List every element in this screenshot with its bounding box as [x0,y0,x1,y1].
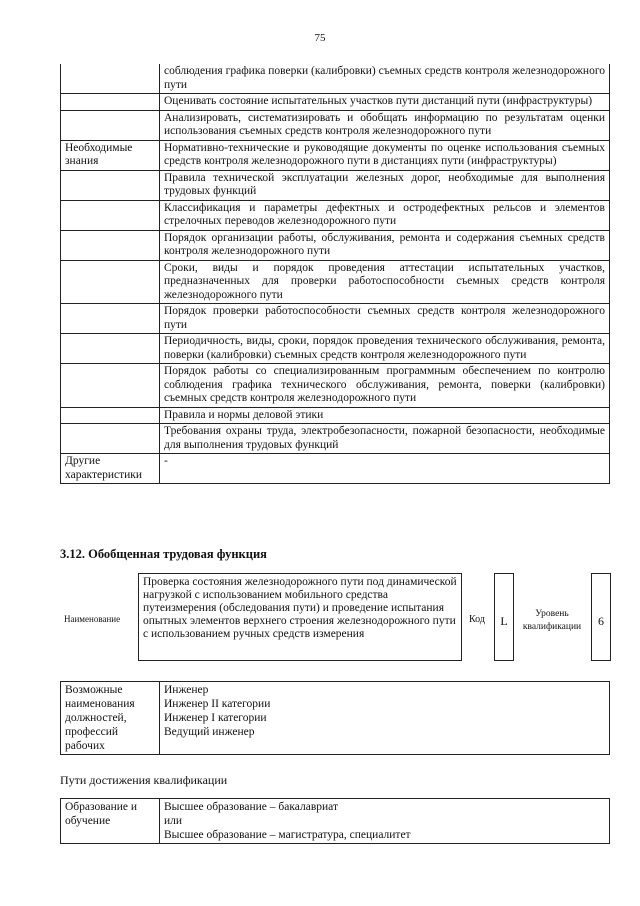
education-table [60,798,610,844]
table-row [61,140,610,170]
table-row [61,64,610,94]
row-label [61,407,160,424]
education-values [160,799,610,844]
row-label [61,334,160,364]
row-label [61,260,160,304]
table-row [61,94,610,111]
position-item: Инженер II категории [164,698,271,710]
row-label [61,200,160,230]
row-label [61,364,160,408]
row-text: Сроки, виды и порядок проведения аттестации испытательных участков, предназначенных для проверки работоспособности съемных средств контроля железнодорожного пути [160,260,610,304]
row-label [61,304,160,334]
row-text: Анализировать, систематизировать и обобщать информацию по результатам оценки использования съемных средств контроля железнодорожного пути [160,110,610,140]
row-text: Периодичность, виды, сроки, порядок проведения технического обслуживания, ремонта, поверки (калибровки) съемных средств контроля железнодорожного пути [160,334,610,364]
row-text: соблюдения графика поверки (калибровки) съемных средств контроля железнодорожного пути [160,64,610,94]
section-title: 3.12. Обобщенная трудовая функция [60,547,267,561]
row-label [61,94,160,111]
row-label [61,424,160,454]
row-text: Правила и нормы деловой этики [160,407,610,424]
position-item: Инженер [164,684,209,696]
row-label [61,110,160,140]
education-item: или [164,815,183,827]
education-item: Высшее образование – магистратура, специалитет [164,829,411,841]
position-item: Ведущий инженер [164,726,255,738]
level-value-box: 6 [591,573,611,661]
table-row [61,304,610,334]
education-item: Высшее образование – бакалавриат [164,801,338,813]
positions-label: Возможные наименования должностей, профессий рабочих [61,682,160,755]
table-row [61,364,610,408]
position-item: Инженер I категории [164,712,267,724]
code-value-box: L [494,573,514,661]
positions-table [60,681,610,755]
knowledge-table [60,64,610,484]
table-row [61,334,610,364]
page-number: 75 [314,32,326,44]
row-text: Классификация и параметры дефектных и остродефектных рельсов и элементов стрелочных переводов железнодорожного пути [160,200,610,230]
row-label: Необходимые знания [61,140,160,170]
education-label: Образование и обучение [61,799,160,844]
code-label: Код [469,614,485,625]
table-row [61,454,610,484]
row-text: Требования охраны труда, электробезопасности, пожарной безопасности, необходимые для выполнения трудовых функций [160,424,610,454]
row-label [61,170,160,200]
row-label [61,230,160,260]
table-row [61,230,610,260]
row-label: Другие характеристики [61,454,160,484]
row-label [61,64,160,94]
table-row [61,407,610,424]
table-row [61,200,610,230]
row-text: Оценивать состояние испытательных участков пути дистанций пути (инфраструктуры) [160,94,610,111]
paths-title: Пути достижения квалификации [60,773,228,787]
row-text: Порядок работы со специализированным программным обеспечением по контролю соблюдения графика технического обслуживания, ремонта, поверки (калибровки) съемных средств контроля железнодорожного пути [160,364,610,408]
function-name-box: Проверка состояния железнодорожного пути под динамической нагрузкой с использованием мобильного средства путеизмерения (обследования пути) и проведение испытания опытных элементов верхнего строения железнодорожного пути с использованием ручных средств измерения [138,573,462,661]
level-label: Уровень квалификации [522,609,582,632]
table-row [61,260,610,304]
row-text: Нормативно-технические и руководящие документы по оценке использования съемных средств контроля железнодорожного пути в дистанциях пути (инфраструктуры) [160,140,610,170]
row-text: Правила технической эксплуатации железных дорог, необходимые для выполнения трудовых функций [160,170,610,200]
row-text: - [160,454,610,484]
row-text: Порядок организации работы, обслуживания, ремонта и содержания съемных средств контроля железнодорожного пути [160,230,610,260]
row-text: Порядок проверки работоспособности съемных средств контроля железнодорожного пути [160,304,610,334]
table-row [61,424,610,454]
table-row [61,110,610,140]
table-row [61,170,610,200]
positions-values [160,682,610,755]
name-label: Наименование [64,614,121,624]
